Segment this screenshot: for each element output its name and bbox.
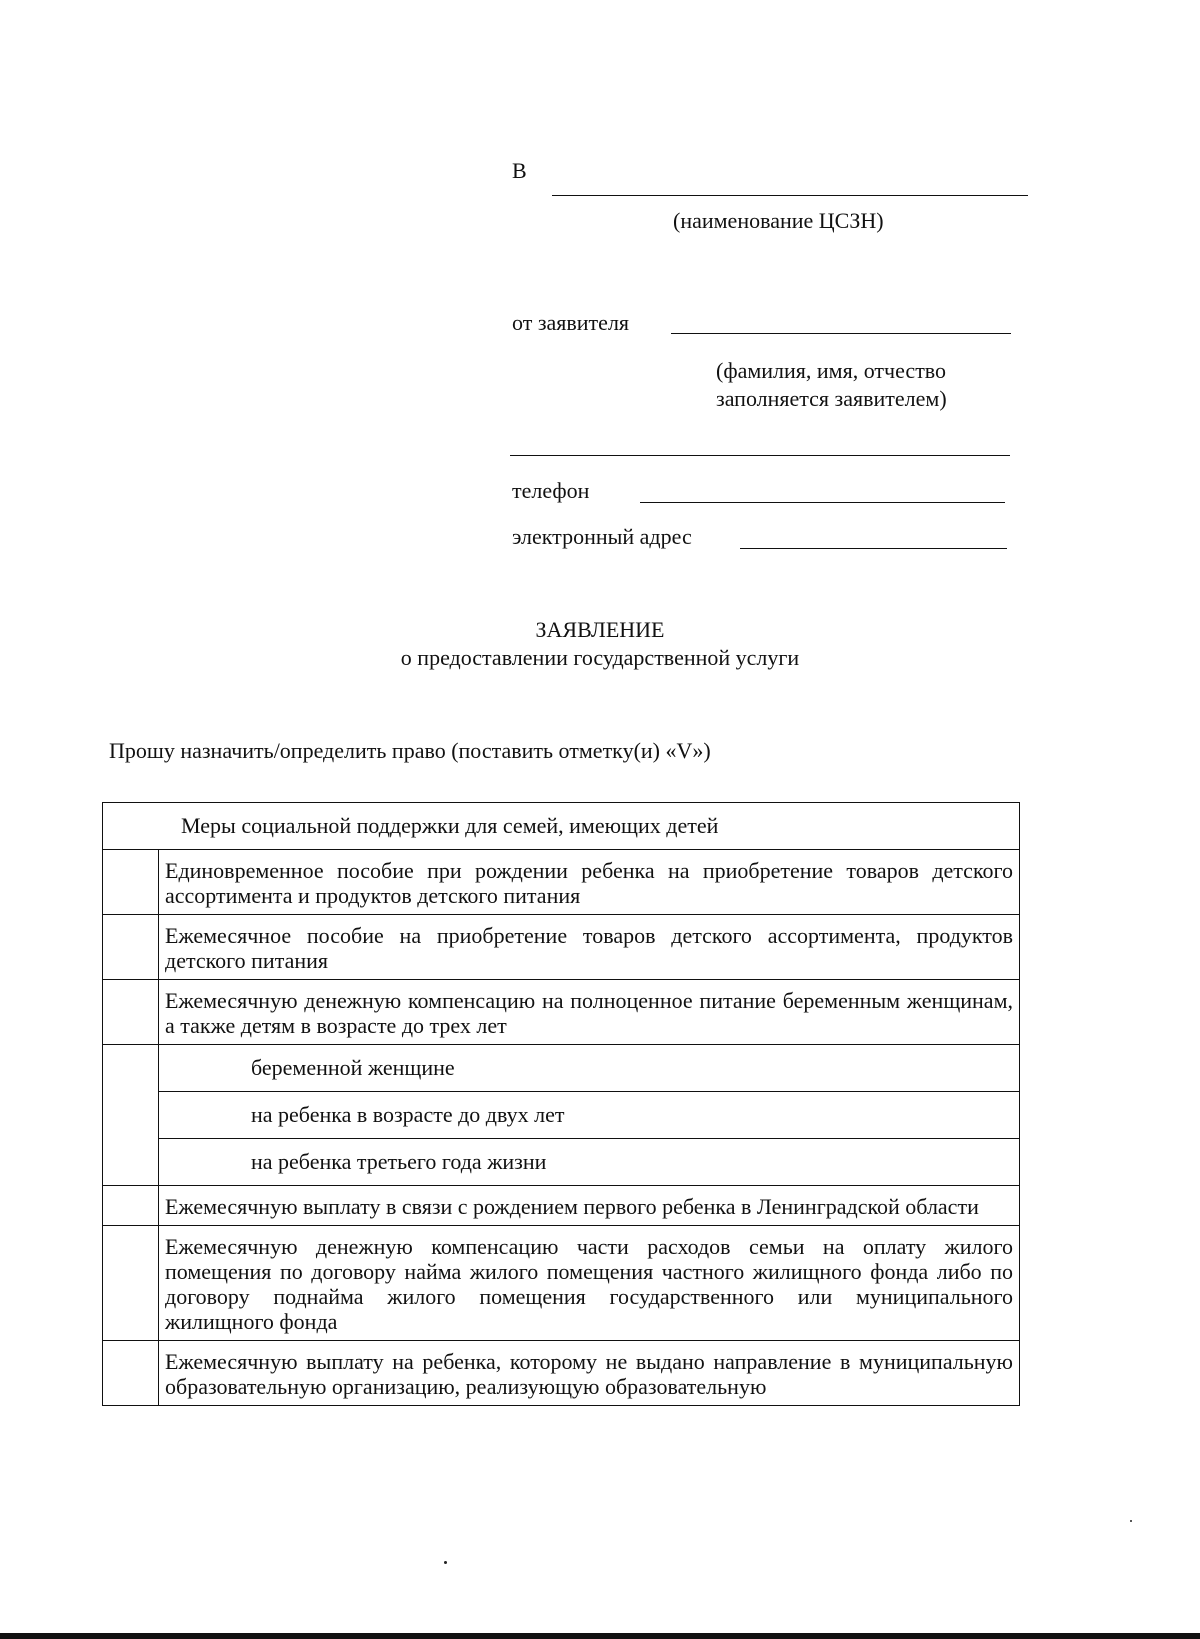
subitem-text: беременной женщине — [245, 1045, 1019, 1092]
applicant-caption: (фамилия, имя, отчество заполняется заявителем) — [716, 358, 947, 411]
addressee-prefix: В — [512, 158, 527, 183]
checkbox-cell[interactable] — [103, 980, 159, 1045]
applicant-extra-line[interactable] — [510, 455, 1010, 456]
sub-checkbox-cell[interactable] — [159, 1045, 245, 1092]
measure-text: Ежемесячную выплату на ребенка, которому не выдано направление в муниципальную образовательную организацию, реализующую образовательную — [159, 1341, 1020, 1406]
subitems-container — [159, 1045, 1020, 1186]
checkbox-cell[interactable] — [103, 1341, 159, 1406]
subitem-row — [159, 1139, 1019, 1186]
measure-text: Ежемесячную денежную компенсацию части расходов семьи на оплату жилого помещения по договору найма жилого помещения частного жилищного фонда либо по договору поднайма жилого помещения государственного или муниципального жилищного фонда — [159, 1226, 1020, 1341]
table-header: Меры социальной поддержки для семей, имеющих детей — [103, 803, 1020, 850]
subitem-row — [159, 1045, 1019, 1092]
checkbox-cell[interactable] — [103, 850, 159, 915]
measure-text: Единовременное пособие при рождении ребенка на приобретение товаров детского ассортимента и продуктов детского питания — [159, 850, 1020, 915]
subitem-text: на ребенка в возрасте до двух лет — [245, 1092, 1019, 1139]
scan-speck — [444, 1561, 447, 1564]
table-row — [103, 915, 1020, 980]
table-header-row — [103, 803, 1020, 850]
addressee-field-line[interactable] — [552, 195, 1028, 196]
checkbox-cell[interactable] — [103, 1226, 159, 1341]
subitems-table — [159, 1045, 1019, 1185]
request-text: Прошу назначить/определить право (поставить отметку(и) «V») — [109, 738, 711, 763]
table-row — [103, 1186, 1020, 1226]
measures-table — [102, 802, 1020, 1406]
subitem-text: на ребенка третьего года жизни — [251, 1149, 547, 1174]
phone-field-line[interactable] — [640, 502, 1005, 503]
measure-text: Ежемесячную выплату в связи с рождением первого ребенка в Ленинградской области — [159, 1186, 1020, 1226]
email-label: электронный адрес — [512, 524, 692, 549]
addressee-caption: (наименование ЦСЗН) — [673, 208, 884, 233]
table-row — [103, 850, 1020, 915]
document-subtitle: о предоставлении государственной услуги — [400, 645, 800, 670]
document-title: ЗАЯВЛЕНИЕ — [535, 617, 665, 642]
email-field-line[interactable] — [740, 548, 1007, 549]
sub-checkbox-cell[interactable] — [159, 1139, 245, 1186]
sub-checkbox-cell[interactable] — [159, 1092, 245, 1139]
subitem-row — [159, 1092, 1019, 1139]
scan-speck — [1130, 1520, 1132, 1522]
checkbox-cell — [103, 1045, 159, 1186]
table-row — [103, 1226, 1020, 1341]
measure-text: Ежемесячную денежную компенсацию на полноценное питание беременным женщинам, а также детям в возрасте до трех лет — [159, 980, 1020, 1045]
table-row — [103, 1341, 1020, 1406]
table-row — [103, 980, 1020, 1045]
applicant-name-line[interactable] — [671, 333, 1011, 334]
measure-text: Ежемесячное пособие на приобретение товаров детского ассортимента, продуктов детского питания — [159, 915, 1020, 980]
checkbox-cell[interactable] — [103, 915, 159, 980]
phone-label: телефон — [512, 478, 590, 503]
table-row — [103, 1045, 1020, 1186]
applicant-label: от заявителя — [512, 310, 630, 335]
scan-bottom-edge — [0, 1633, 1200, 1639]
checkbox-cell[interactable] — [103, 1186, 159, 1226]
